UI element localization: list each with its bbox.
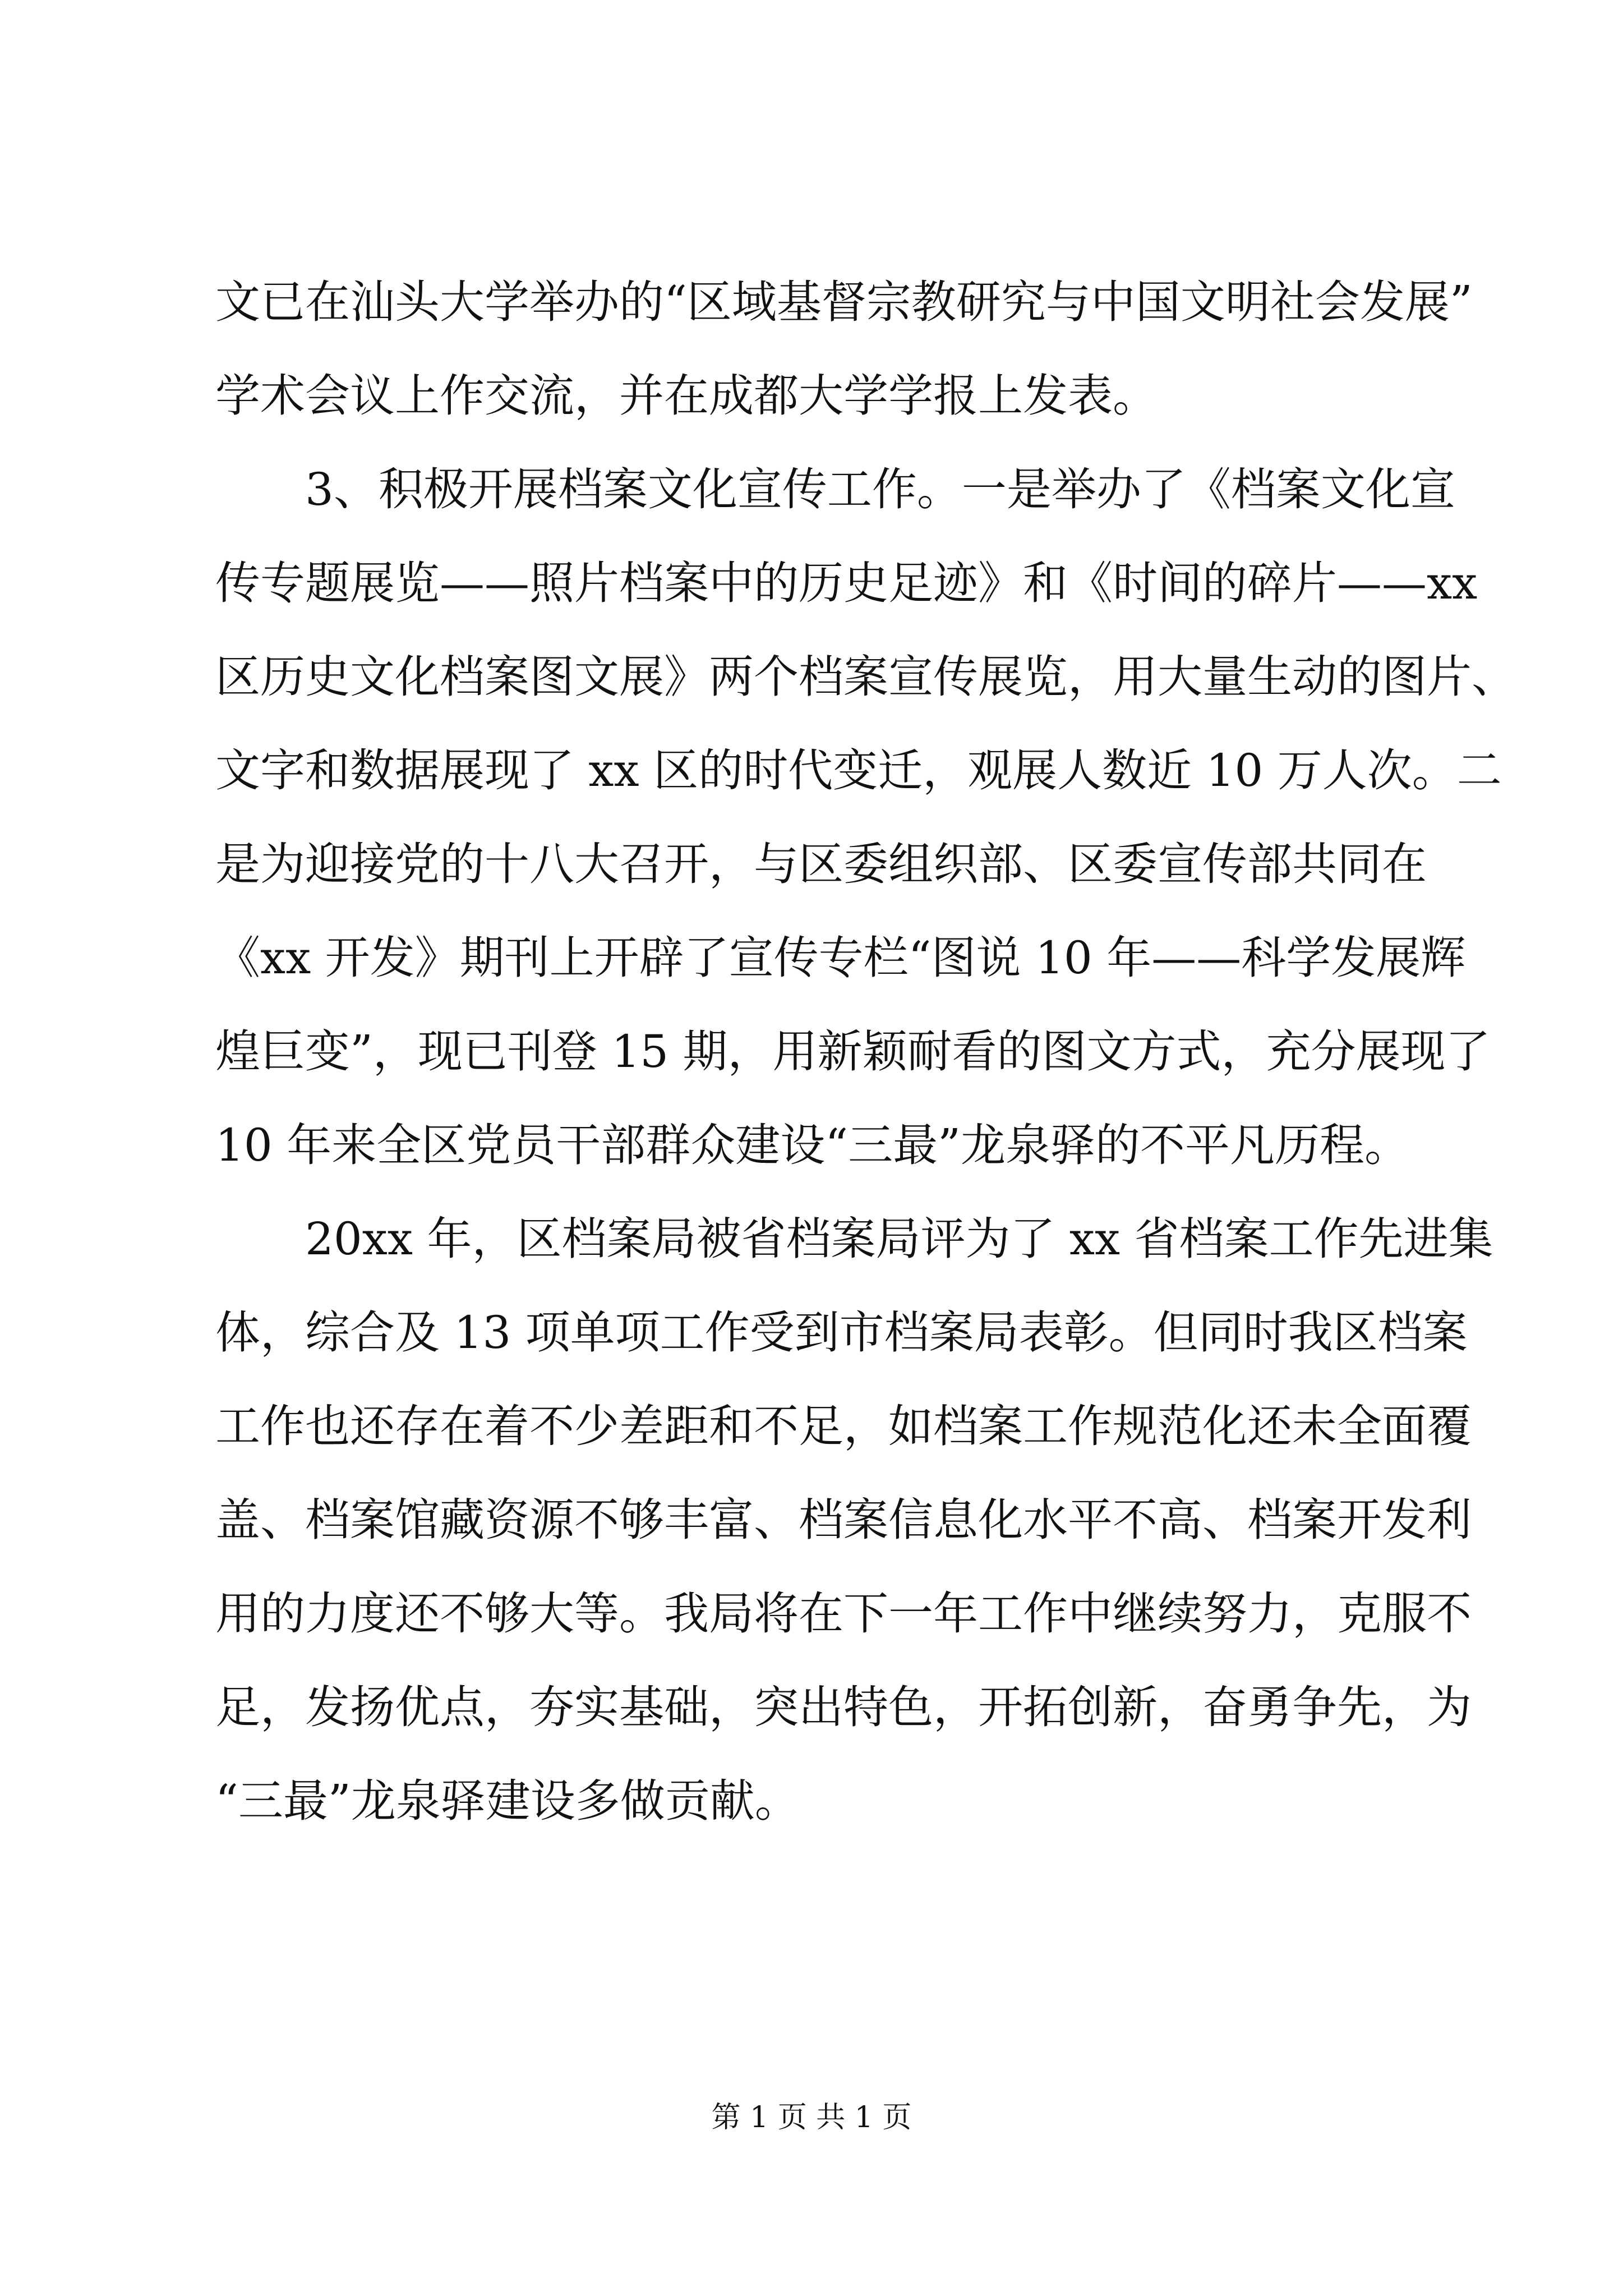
text-line: 《xx 开发》期刊上开辟了宣传专栏“图说 10 年——科学发展辉	[215, 932, 1466, 984]
page-footer: 第 1 页 共 1 页	[711, 2101, 912, 2134]
text-line: 区历史文化档案图文展》两个档案宣传展览，用大量生动的图片、	[215, 651, 1516, 703]
text-line: 工作也还存在着不少差距和不足，如档案工作规范化还未全面覆	[215, 1400, 1472, 1452]
text-line: 是为迎接党的十八大召开，与区委组织部、区委宣传部共同在	[215, 838, 1427, 890]
text-line: 10 年来全区党员干部群众建设“三最”龙泉驿的不平凡历程。	[215, 1119, 1410, 1171]
text-line: 体，综合及 13 项单项工作受到市档案局表彰。但同时我区档案	[215, 1306, 1468, 1359]
text-line: 文已在汕头大学举办的“区域基督宗教研究与中国文明社会发展”	[215, 276, 1473, 328]
text-line: 文字和数据展现了 xx 区的时代变迁，观展人数近 10 万人次。二	[215, 744, 1502, 797]
text-line: 20xx 年，区档案局被省档案局评为了 xx 省档案工作先进集	[305, 1213, 1493, 1265]
text-line: 足，发扬优点，夯实基础，突出特色，开拓创新，奋勇争先，为	[215, 1681, 1472, 1733]
text-line: 用的力度还不够大等。我局将在下一年工作中继续努力，克服不	[215, 1588, 1472, 1640]
text-line: 学术会议上作交流，并在成都大学学报上发表。	[215, 370, 1158, 422]
text-line: 传专题展览——照片档案中的历史足迹》和《时间的碎片——xx	[215, 557, 1478, 609]
text-line: “三最”龙泉驿建设多做贡献。	[215, 1775, 800, 1827]
text-line: 盖、档案馆藏资源不够丰富、档案信息化水平不高、档案开发利	[215, 1494, 1472, 1546]
body-text	[215, 255, 1516, 1848]
text-line: 煌巨变”，现已刊登 15 期，用新颖耐看的图文方式，充分展现了	[215, 1025, 1491, 1078]
text-line: 3、积极开展档案文化宣传工作。一是举办了《档案文化宣	[305, 463, 1455, 516]
